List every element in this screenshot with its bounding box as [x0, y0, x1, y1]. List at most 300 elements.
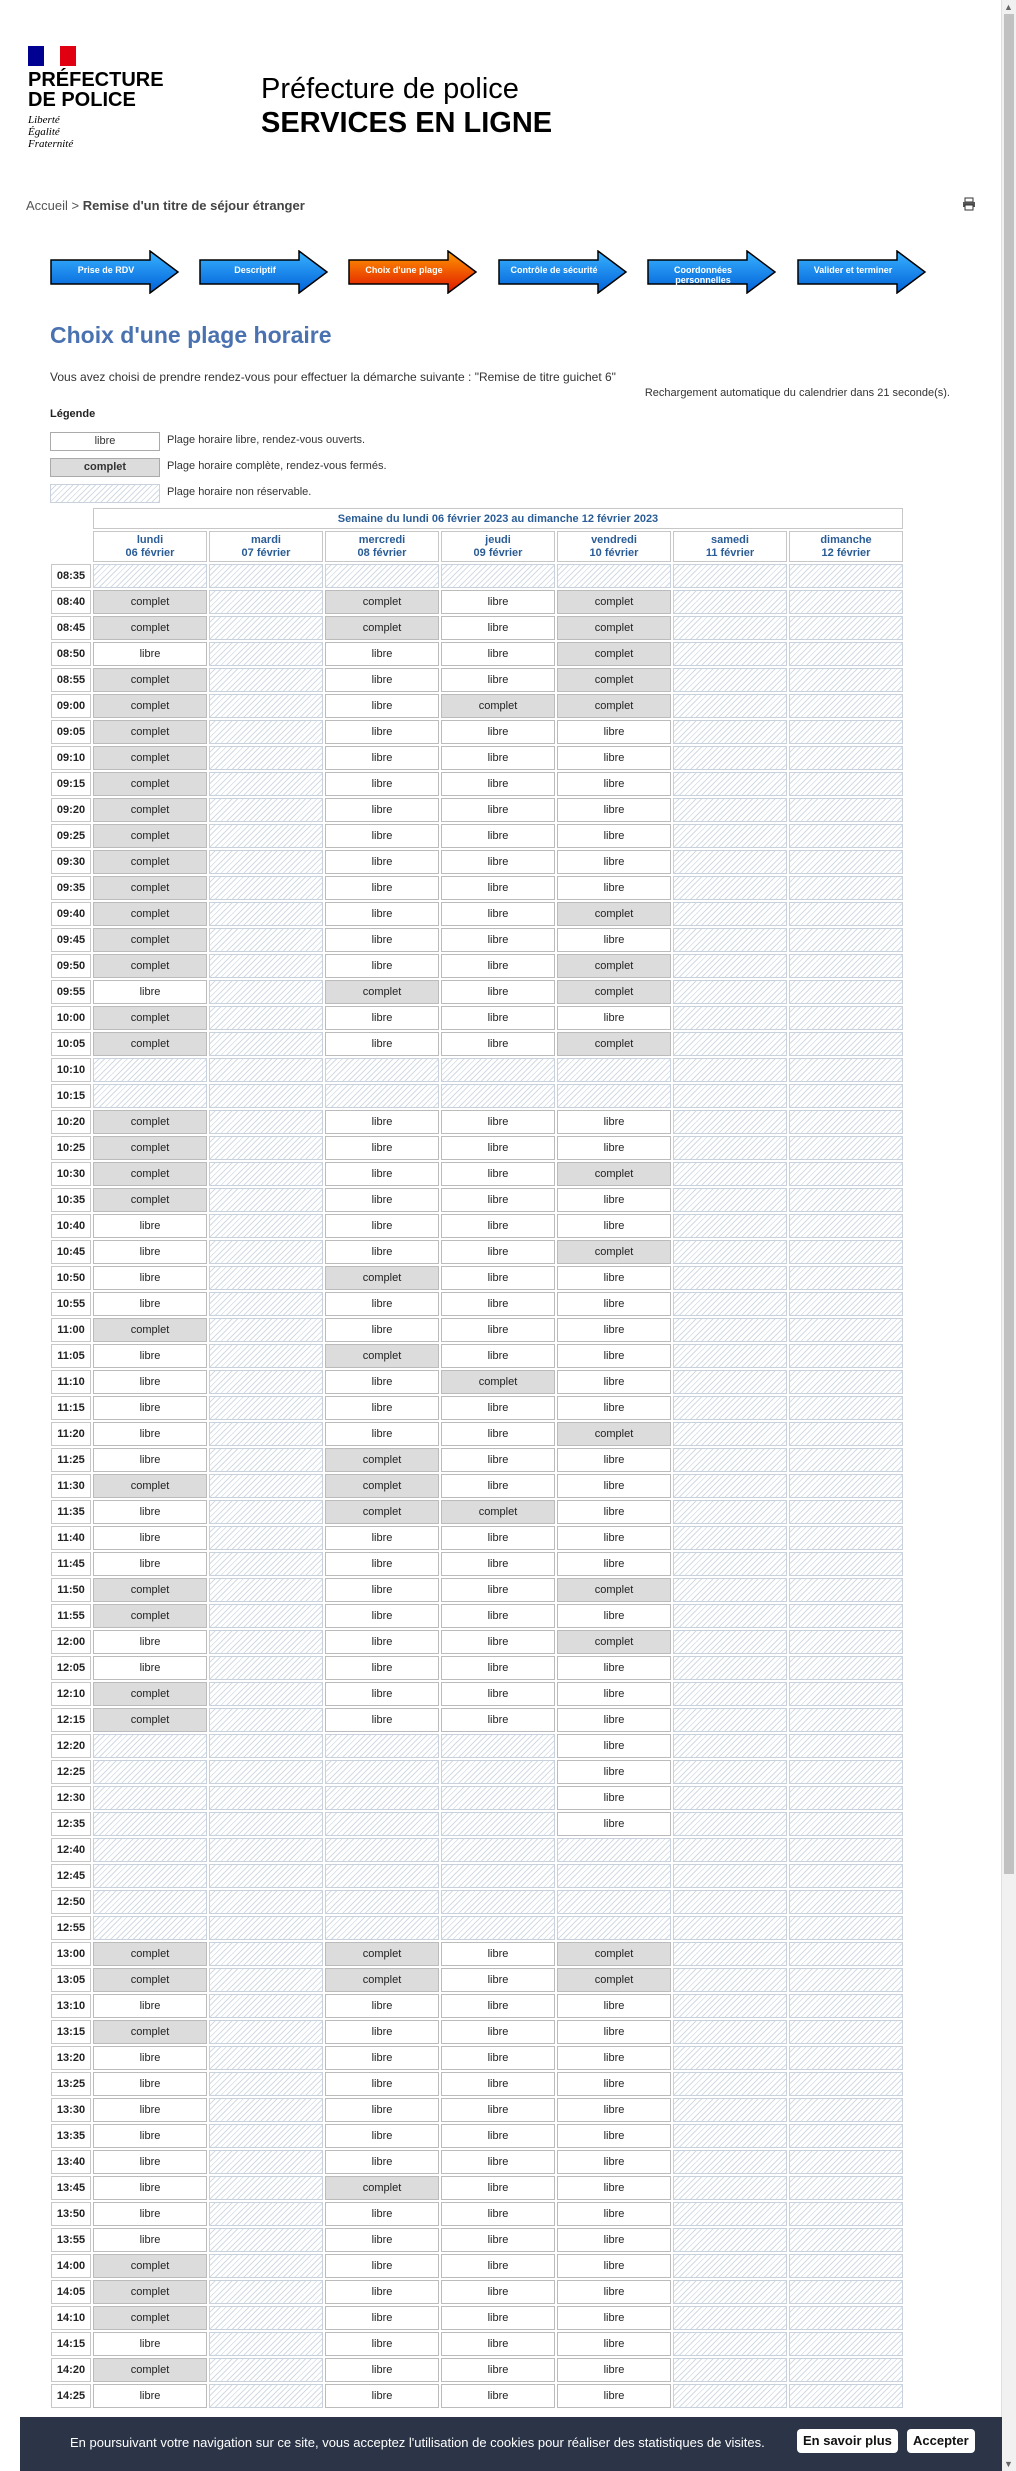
slot-free[interactable]: libre — [557, 876, 671, 900]
legend-sample-free: libre — [50, 432, 160, 451]
slot-unavailable — [209, 1474, 323, 1498]
slot-free[interactable]: libre — [557, 1448, 671, 1472]
slot-free[interactable]: libre — [557, 2072, 671, 2096]
slot-free[interactable]: libre — [93, 1630, 207, 1654]
slot-free[interactable]: libre — [557, 1526, 671, 1550]
time-row — [51, 772, 903, 796]
slot-free[interactable]: libre — [325, 1552, 439, 1576]
time-label: 09:20 — [51, 798, 91, 822]
slot-free[interactable]: libre — [93, 2098, 207, 2122]
slot-free[interactable]: libre — [93, 1500, 207, 1524]
slot-free[interactable]: libre — [325, 2098, 439, 2122]
slot-free[interactable]: libre — [325, 2332, 439, 2356]
slot-free[interactable]: libre — [441, 1318, 555, 1342]
slot-unavailable — [209, 2332, 323, 2356]
time-row — [51, 1708, 903, 1732]
slot-free[interactable]: libre — [325, 1006, 439, 1030]
slot-free[interactable]: libre — [441, 824, 555, 848]
time-label: 13:00 — [51, 1942, 91, 1966]
slot-free[interactable]: libre — [93, 2176, 207, 2200]
slot-free[interactable]: libre — [325, 2202, 439, 2226]
time-row — [51, 1162, 903, 1186]
slot-free[interactable]: libre — [557, 850, 671, 874]
slot-free[interactable]: libre — [441, 2280, 555, 2304]
slot-free[interactable]: libre — [441, 954, 555, 978]
slot-free[interactable]: libre — [441, 2202, 555, 2226]
slot-free[interactable]: libre — [441, 1474, 555, 1498]
slot-unavailable — [209, 1058, 323, 1082]
slot-free[interactable]: libre — [93, 1526, 207, 1550]
slot-free[interactable]: libre — [557, 1318, 671, 1342]
slot-free[interactable]: libre — [557, 2306, 671, 2330]
slot-free[interactable]: libre — [441, 2176, 555, 2200]
slot-free[interactable]: libre — [93, 1422, 207, 1446]
slot-free[interactable]: libre — [325, 1682, 439, 1706]
time-row — [51, 824, 903, 848]
slot-free[interactable]: libre — [325, 1656, 439, 1680]
slot-free[interactable]: libre — [557, 1604, 671, 1628]
slot-free[interactable]: libre — [441, 1448, 555, 1472]
slot-free[interactable]: libre — [325, 1110, 439, 1134]
slot-free[interactable]: libre — [441, 772, 555, 796]
slot-unavailable — [789, 590, 903, 614]
slot-free[interactable]: libre — [557, 1006, 671, 1030]
slot-unavailable — [325, 1058, 439, 1082]
slot-free[interactable]: libre — [441, 850, 555, 874]
slot-unavailable — [209, 2072, 323, 2096]
slot-free[interactable]: libre — [93, 2072, 207, 2096]
slot-free[interactable]: libre — [325, 720, 439, 744]
slot-unavailable — [789, 564, 903, 588]
slot-free[interactable]: libre — [441, 1968, 555, 1992]
slot-free[interactable]: libre — [557, 2280, 671, 2304]
slot-free[interactable]: libre — [557, 2384, 671, 2408]
time-label: 11:35 — [51, 1500, 91, 1524]
slot-free[interactable]: libre — [557, 1708, 671, 1732]
slot-unavailable — [557, 1916, 671, 1940]
day-name: vendredi — [591, 533, 637, 546]
slot-unavailable — [673, 1448, 787, 1472]
time-label: 09:45 — [51, 928, 91, 952]
slot-free[interactable]: libre — [325, 850, 439, 874]
time-label: 12:05 — [51, 1656, 91, 1680]
time-label: 10:20 — [51, 1110, 91, 1134]
slot-free[interactable]: libre — [325, 1032, 439, 1056]
slot-free[interactable]: libre — [93, 1396, 207, 1420]
slot-free[interactable]: libre — [325, 902, 439, 926]
time-row — [51, 668, 903, 692]
slot-free[interactable]: libre — [325, 2020, 439, 2044]
print-icon[interactable] — [962, 197, 976, 211]
slot-free[interactable]: libre — [557, 772, 671, 796]
slot-free[interactable]: libre — [441, 590, 555, 614]
slot-free[interactable]: libre — [93, 1266, 207, 1290]
time-label: 13:25 — [51, 2072, 91, 2096]
slot-free[interactable]: libre — [557, 1188, 671, 1212]
slot-free[interactable]: libre — [557, 2098, 671, 2122]
page-scrollbar[interactable] — [1001, 0, 1016, 2471]
slot-free[interactable]: libre — [441, 798, 555, 822]
slot-unavailable — [789, 1214, 903, 1238]
slot-free[interactable]: libre — [441, 2254, 555, 2278]
slot-free[interactable]: libre — [325, 2228, 439, 2252]
slot-free[interactable]: libre — [325, 876, 439, 900]
slot-free[interactable]: libre — [557, 1682, 671, 1706]
slot-free[interactable]: libre — [325, 824, 439, 848]
slot-full: complet — [325, 1474, 439, 1498]
slot-free[interactable]: libre — [325, 2306, 439, 2330]
slot-free[interactable]: libre — [557, 2254, 671, 2278]
slot-free[interactable]: libre — [557, 1136, 671, 1160]
slot-free[interactable]: libre — [325, 746, 439, 770]
slot-unavailable — [209, 1630, 323, 1654]
slot-unavailable — [93, 1812, 207, 1836]
slot-free[interactable]: libre — [93, 1240, 207, 1264]
slot-unavailable — [789, 2358, 903, 2382]
slot-free[interactable]: libre — [441, 720, 555, 744]
slot-free[interactable]: libre — [441, 2358, 555, 2382]
slot-free[interactable]: libre — [325, 668, 439, 692]
slot-unavailable — [209, 2254, 323, 2278]
time-row — [51, 2228, 903, 2252]
slot-free[interactable]: libre — [325, 1292, 439, 1316]
slot-free[interactable]: libre — [441, 1006, 555, 1030]
slot-free[interactable]: libre — [93, 2332, 207, 2356]
slot-free[interactable]: libre — [557, 1344, 671, 1368]
slot-free[interactable]: libre — [93, 2384, 207, 2408]
slot-free[interactable]: libre — [441, 746, 555, 770]
slot-free[interactable]: libre — [325, 1578, 439, 1602]
slot-free[interactable]: libre — [441, 2072, 555, 2096]
slot-free[interactable]: libre — [325, 2384, 439, 2408]
slot-unavailable — [209, 2020, 323, 2044]
time-label: 13:30 — [51, 2098, 91, 2122]
slot-free[interactable]: libre — [441, 1136, 555, 1160]
marianne-logo[interactable] — [28, 46, 78, 66]
time-row — [51, 720, 903, 744]
slot-full: complet — [93, 954, 207, 978]
slot-free[interactable]: libre — [441, 1162, 555, 1186]
slot-unavailable — [673, 1422, 787, 1446]
slot-free[interactable]: libre — [93, 1214, 207, 1238]
slot-free[interactable]: libre — [441, 1526, 555, 1550]
slot-free[interactable]: libre — [441, 928, 555, 952]
slot-full: complet — [441, 1500, 555, 1524]
step-label: Contrôle de sécurité — [510, 265, 598, 275]
slot-free[interactable]: libre — [557, 1812, 671, 1836]
slot-free[interactable]: libre — [441, 616, 555, 640]
slot-unavailable — [209, 1552, 323, 1576]
slot-free[interactable]: libre — [557, 1396, 671, 1420]
slot-unavailable — [789, 2098, 903, 2122]
slot-free[interactable]: libre — [441, 2228, 555, 2252]
slot-free[interactable]: libre — [93, 2046, 207, 2070]
slot-free[interactable]: libre — [325, 1136, 439, 1160]
slot-full: complet — [557, 980, 671, 1004]
time-label: 10:00 — [51, 1006, 91, 1030]
slot-free[interactable]: libre — [441, 2046, 555, 2070]
slot-free[interactable]: libre — [441, 1292, 555, 1316]
slot-free[interactable]: libre — [441, 2306, 555, 2330]
slot-free[interactable]: libre — [441, 1630, 555, 1654]
slot-unavailable — [325, 1084, 439, 1108]
time-label: 08:35 — [51, 564, 91, 588]
slot-free[interactable]: libre — [557, 1734, 671, 1758]
slot-unavailable — [789, 824, 903, 848]
time-row — [51, 2202, 903, 2226]
slot-free[interactable]: libre — [557, 2150, 671, 2174]
slot-free[interactable]: libre — [441, 2124, 555, 2148]
time-label: 10:45 — [51, 1240, 91, 1264]
time-label: 11:45 — [51, 1552, 91, 1576]
slot-free[interactable]: libre — [557, 2020, 671, 2044]
slot-free[interactable]: libre — [557, 1474, 671, 1498]
slot-unavailable — [441, 1760, 555, 1784]
slot-free[interactable]: libre — [441, 1994, 555, 2018]
slot-unavailable — [789, 980, 903, 1004]
time-row — [51, 1864, 903, 1888]
slot-free[interactable]: libre — [441, 2332, 555, 2356]
step-6 — [797, 250, 929, 294]
slot-free[interactable]: libre — [325, 1240, 439, 1264]
slot-full: complet — [93, 1682, 207, 1706]
slot-free[interactable]: libre — [557, 1656, 671, 1680]
slot-free[interactable]: libre — [325, 1526, 439, 1550]
slot-unavailable — [673, 2176, 787, 2200]
slot-free[interactable]: libre — [325, 2046, 439, 2070]
slot-free[interactable]: libre — [557, 746, 671, 770]
slot-unavailable — [789, 1656, 903, 1680]
slot-free[interactable]: libre — [325, 2072, 439, 2096]
slot-unavailable — [673, 1344, 787, 1368]
slot-free[interactable]: libre — [325, 1188, 439, 1212]
slot-free[interactable]: libre — [93, 980, 207, 1004]
breadcrumb-home[interactable]: Accueil — [26, 198, 68, 213]
time-label: 12:55 — [51, 1916, 91, 1940]
slot-free[interactable]: libre — [557, 1760, 671, 1784]
time-row — [51, 954, 903, 978]
time-label: 12:35 — [51, 1812, 91, 1836]
slot-full: complet — [557, 1240, 671, 1264]
slot-free[interactable]: libre — [557, 2176, 671, 2200]
slot-free[interactable]: libre — [325, 1396, 439, 1420]
slot-free[interactable]: libre — [93, 642, 207, 666]
time-label: 11:25 — [51, 1448, 91, 1472]
slot-free[interactable]: libre — [441, 1552, 555, 1576]
slot-free[interactable]: libre — [93, 1552, 207, 1576]
slot-free[interactable]: libre — [441, 2150, 555, 2174]
slot-free[interactable]: libre — [441, 876, 555, 900]
slot-free[interactable]: libre — [441, 642, 555, 666]
slot-free[interactable]: libre — [441, 1396, 555, 1420]
slot-free[interactable]: libre — [93, 1448, 207, 1472]
time-row — [51, 2306, 903, 2330]
slot-unavailable — [673, 902, 787, 926]
slot-free[interactable]: libre — [557, 2124, 671, 2148]
slot-free[interactable]: libre — [441, 902, 555, 926]
slot-unavailable — [789, 2176, 903, 2200]
site-name: Préfecture de police — [261, 73, 519, 105]
slot-free[interactable]: libre — [325, 1630, 439, 1654]
slot-free[interactable]: libre — [93, 1292, 207, 1316]
time-row — [51, 1344, 903, 1368]
slot-free[interactable]: libre — [557, 1214, 671, 1238]
slot-unavailable — [209, 1188, 323, 1212]
slot-free[interactable]: libre — [325, 1370, 439, 1394]
slot-free[interactable]: libre — [325, 928, 439, 952]
slot-free[interactable]: libre — [325, 1318, 439, 1342]
slot-unavailable — [209, 2150, 323, 2174]
slot-full: complet — [325, 2176, 439, 2200]
slot-free[interactable]: libre — [441, 2384, 555, 2408]
slot-unavailable — [789, 668, 903, 692]
slot-unavailable — [673, 746, 787, 770]
time-label: 13:50 — [51, 2202, 91, 2226]
slot-free[interactable]: libre — [325, 1994, 439, 2018]
slot-free[interactable]: libre — [441, 1188, 555, 1212]
slot-free[interactable]: libre — [557, 1500, 671, 1524]
cookie-more-button[interactable]: En savoir plus — [797, 2429, 898, 2453]
slot-free[interactable]: libre — [93, 2202, 207, 2226]
slot-unavailable — [209, 1500, 323, 1524]
scroll-up-icon[interactable]: ▲ — [1004, 2, 1013, 12]
slot-unavailable — [441, 1838, 555, 1862]
time-label: 12:15 — [51, 1708, 91, 1732]
slot-full: complet — [441, 1370, 555, 1394]
slot-free[interactable]: libre — [441, 1032, 555, 1056]
slot-free[interactable]: libre — [441, 1656, 555, 1680]
slot-free[interactable]: libre — [557, 2046, 671, 2070]
slot-free[interactable]: libre — [325, 1604, 439, 1628]
slot-free[interactable]: libre — [441, 980, 555, 1004]
slot-unavailable — [673, 1864, 787, 1888]
slot-free[interactable]: libre — [441, 2020, 555, 2044]
slot-free[interactable]: libre — [557, 1292, 671, 1316]
slot-unavailable — [789, 1240, 903, 1264]
scrollbar-thumb[interactable] — [1004, 14, 1014, 1874]
slot-free[interactable]: libre — [557, 1266, 671, 1290]
slot-free[interactable]: libre — [441, 1240, 555, 1264]
slot-free[interactable]: libre — [557, 2358, 671, 2382]
slot-free[interactable]: libre — [325, 1214, 439, 1238]
slot-free[interactable]: libre — [93, 1656, 207, 1680]
slot-free[interactable]: libre — [325, 1162, 439, 1186]
slot-free[interactable]: libre — [441, 1266, 555, 1290]
slot-unavailable — [209, 1214, 323, 1238]
slot-unavailable — [325, 1760, 439, 1784]
slot-free[interactable]: libre — [557, 2202, 671, 2226]
slot-free[interactable]: libre — [557, 1552, 671, 1576]
time-label: 13:10 — [51, 1994, 91, 2018]
slot-free[interactable]: libre — [325, 2150, 439, 2174]
slot-free[interactable]: libre — [441, 1682, 555, 1706]
time-label: 13:35 — [51, 2124, 91, 2148]
slot-free[interactable]: libre — [441, 1422, 555, 1446]
scroll-down-icon[interactable]: ▼ — [1004, 2459, 1013, 2469]
slot-unavailable — [673, 2202, 787, 2226]
slot-unavailable — [789, 1266, 903, 1290]
slot-free[interactable]: libre — [325, 1422, 439, 1446]
slot-unavailable — [209, 2306, 323, 2330]
time-label: 14:00 — [51, 2254, 91, 2278]
day-date: 06 février — [125, 546, 175, 559]
slot-free[interactable]: libre — [441, 1578, 555, 1602]
slot-free[interactable]: libre — [557, 2228, 671, 2252]
slot-free[interactable]: libre — [441, 1344, 555, 1368]
slot-unavailable — [789, 1578, 903, 1602]
time-row — [51, 1786, 903, 1810]
slot-free[interactable]: libre — [557, 720, 671, 744]
slot-free[interactable]: libre — [325, 2358, 439, 2382]
slot-free[interactable]: libre — [93, 1994, 207, 2018]
slot-free[interactable]: libre — [441, 1110, 555, 1134]
slot-free[interactable]: libre — [93, 1344, 207, 1368]
slot-free[interactable]: libre — [325, 2280, 439, 2304]
time-row — [51, 1058, 903, 1082]
slot-unavailable — [209, 2228, 323, 2252]
slot-unavailable — [673, 1526, 787, 1550]
slot-unavailable — [325, 1786, 439, 1810]
slot-free[interactable]: libre — [441, 1708, 555, 1732]
slot-unavailable — [789, 798, 903, 822]
slot-free[interactable]: libre — [93, 2124, 207, 2148]
slot-free[interactable]: libre — [441, 1604, 555, 1628]
slot-free[interactable]: libre — [557, 1786, 671, 1810]
slot-free[interactable]: libre — [325, 642, 439, 666]
slot-full: complet — [93, 1708, 207, 1732]
slot-free[interactable]: libre — [557, 1994, 671, 2018]
time-label: 09:35 — [51, 876, 91, 900]
day-date: 07 février — [241, 546, 291, 559]
slot-free[interactable]: libre — [557, 928, 671, 952]
slot-free[interactable]: libre — [325, 694, 439, 718]
slot-free[interactable]: libre — [557, 1370, 671, 1394]
slot-free[interactable]: libre — [441, 668, 555, 692]
slot-unavailable — [673, 1812, 787, 1836]
time-label: 10:15 — [51, 1084, 91, 1108]
slot-free[interactable]: libre — [325, 772, 439, 796]
slot-unavailable — [209, 2124, 323, 2148]
slot-unavailable — [789, 2202, 903, 2226]
slot-free[interactable]: libre — [325, 2124, 439, 2148]
slot-unavailable — [209, 1578, 323, 1602]
breadcrumb — [26, 198, 305, 213]
slot-free[interactable]: libre — [325, 798, 439, 822]
slot-free[interactable]: libre — [441, 1214, 555, 1238]
slot-free[interactable]: libre — [441, 1942, 555, 1966]
slot-free[interactable]: libre — [325, 954, 439, 978]
slot-free[interactable]: libre — [93, 2228, 207, 2252]
slot-free[interactable]: libre — [93, 1370, 207, 1394]
slot-free[interactable]: libre — [557, 2332, 671, 2356]
slot-unavailable — [209, 1422, 323, 1446]
time-row — [51, 1474, 903, 1498]
slot-unavailable — [209, 2046, 323, 2070]
slot-unavailable — [673, 1890, 787, 1914]
slot-unavailable — [209, 1006, 323, 1030]
slot-free[interactable]: libre — [93, 2150, 207, 2174]
slot-full: complet — [93, 1968, 207, 1992]
slot-free[interactable]: libre — [325, 1708, 439, 1732]
slot-unavailable — [789, 2280, 903, 2304]
cookie-accept-button[interactable]: Accepter — [907, 2429, 975, 2453]
slot-free[interactable]: libre — [557, 798, 671, 822]
slot-free[interactable]: libre — [325, 2254, 439, 2278]
slot-free[interactable]: libre — [557, 824, 671, 848]
slot-free[interactable]: libre — [441, 2098, 555, 2122]
slot-free[interactable]: libre — [557, 1110, 671, 1134]
time-label: 12:25 — [51, 1760, 91, 1784]
